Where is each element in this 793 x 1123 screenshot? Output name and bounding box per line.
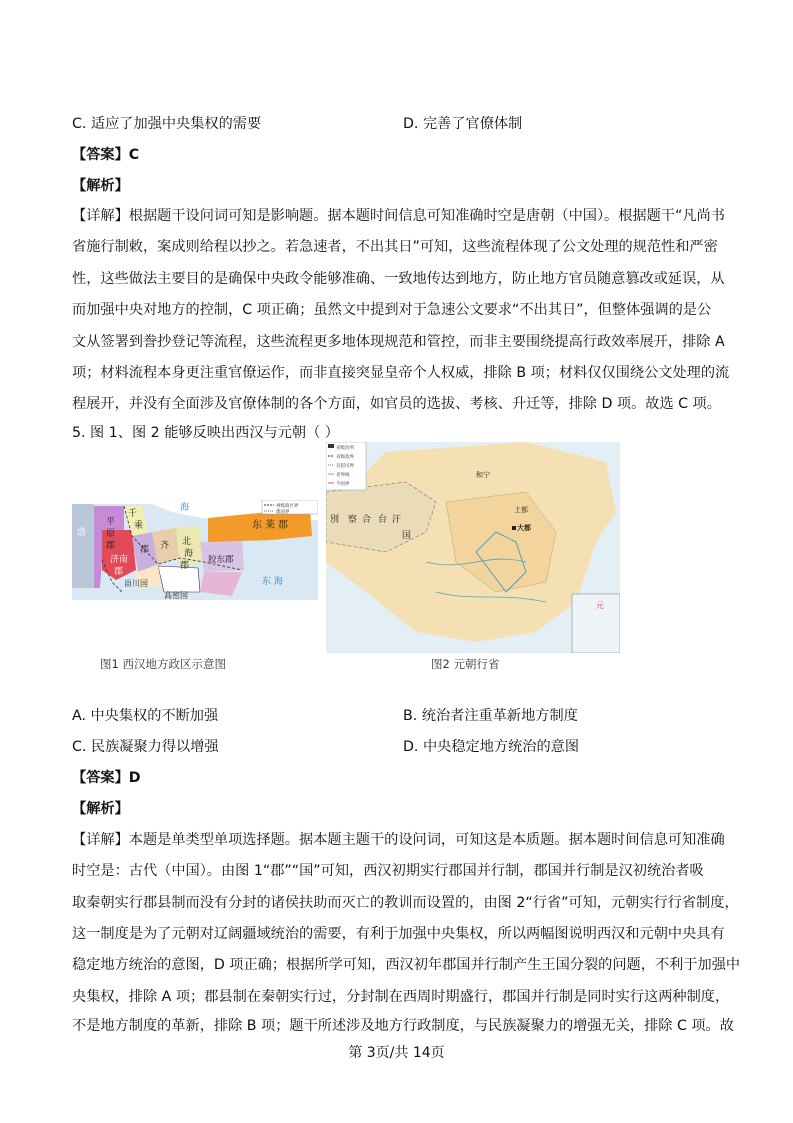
label-jinan: 济南 xyxy=(110,555,129,565)
figure1-map xyxy=(72,500,318,600)
q4-detail-line: 文从签署到誊抄登记等流程，这些流程更多地体现规范和管控，而非主要围绕提高行政效率展开，排除 A xyxy=(72,334,725,350)
label-pingyuan: 平 xyxy=(106,517,116,527)
q5-answer: 【答案】D xyxy=(72,770,141,786)
label-bohai: 渤 xyxy=(77,528,87,538)
region-west xyxy=(72,504,94,588)
label-zichuan: 甾川国 xyxy=(124,579,148,588)
label-beihai-1: 北 xyxy=(182,537,192,547)
figure2-map-svg xyxy=(326,442,620,653)
figure1-legend-item: 郡国界 xyxy=(276,510,290,515)
figure1-caption: 图1 西汉地方政区示意图 xyxy=(100,657,226,671)
figure2-legend-item: 省界线 xyxy=(336,473,350,478)
page-footer: 第 3页/共 14页 xyxy=(348,1045,445,1061)
label-hai: 海 xyxy=(180,503,190,513)
label-jiaodong: 胶东郡 xyxy=(208,555,234,565)
label-han: 汗 xyxy=(392,515,402,525)
q4-detail-line: 【详解】根据题干设问词可知是影响题。据本题时间信息可知准确时空是唐朝（中国）。根据题干“凡尚书 xyxy=(72,208,725,224)
label-beihai-3: 郡 xyxy=(180,561,190,571)
figure1-legend-item: 州级政区界 xyxy=(276,504,299,509)
label-donghai: 东 海 xyxy=(262,577,283,587)
q4-answer: 【答案】C xyxy=(72,147,140,163)
inset-label: 元 xyxy=(596,601,604,610)
label-cha: 察 xyxy=(348,515,358,525)
figure2-caption: 图2 元朝行省 xyxy=(431,657,500,671)
label-cheng: 乘 xyxy=(134,521,144,531)
label-gaomi: 高密国 xyxy=(164,591,188,600)
label-jun-2: 郡 xyxy=(140,545,150,555)
figure2-legend-item: 今国界 xyxy=(336,482,350,487)
label-shangdu: 上都 xyxy=(514,506,528,514)
label-bieshibali: 別 xyxy=(330,515,340,525)
q4-detail-line: 项；材料流程本身更注重官僚运作，而非直接突显皇帝个人权威，排除 B 项；材料仅仅围绕公文处理的流 xyxy=(72,365,730,381)
label-qian: 千 xyxy=(128,509,138,519)
label-tai: 台 xyxy=(378,515,388,525)
q5-analysis-label: 【解析】 xyxy=(72,801,129,817)
q4-detail-line: 而加强中央对地方的控制，C 项正确；虽然文中提到对于急速公文要求“不出其日”，但整体强调的是公 xyxy=(72,302,712,318)
region-gaomi xyxy=(158,566,200,592)
label-beihai-2: 海 xyxy=(184,549,194,559)
label-donglai-jun: 郡 xyxy=(278,520,288,531)
figure2-legend-item: 省级政界 xyxy=(336,455,354,460)
label-qi: 齐 xyxy=(160,541,170,551)
q5-detail-line: 时空是：古代（中国）。由图 1“郡”“国”可知，西汉初期实行郡国并行制，郡国并行制是汉初统治者吸 xyxy=(72,863,704,879)
label-pingyuan-2: 原 xyxy=(106,529,116,539)
label-jinan-jun: 郡 xyxy=(114,567,124,577)
q5-detail-line: 【详解】本题是单类型单项选择题。据本题主题干的设问词，可知这是本质题。据本题时间信息可知准确 xyxy=(72,832,725,848)
q5-option-c: C. 民族凝聚力得以增强 xyxy=(72,739,219,755)
q5-option-a: A. 中央集权的不断加强 xyxy=(72,708,219,724)
q5-option-d: D. 中央稳定地方统治的意图 xyxy=(403,739,580,755)
q5-detail-line: 这一制度是为了元朝对辽阔疆域统治的需要，有利于加强中央集权，所以两幅图说明西汉和元朝中央具有 xyxy=(72,926,725,942)
q4-analysis-label: 【解析】 xyxy=(72,178,129,194)
figure2-legend-item: 省级治所 xyxy=(336,446,354,451)
figure2-map xyxy=(326,442,620,653)
q5-option-b: B. 统治者注重革新地方制度 xyxy=(403,708,578,724)
label-guo: 国 xyxy=(402,531,412,541)
figure1-map-svg xyxy=(72,500,318,600)
figure2-legend-item: 宣慰司界 xyxy=(336,464,354,469)
q5-stem: 5. 图 1、图 2 能够反映出西汉与元朝（ ） xyxy=(72,425,339,441)
q4-detail-line: 程展开，并没有全面涉及官僚体制的各个方面，如官员的选拔、考核、升迁等，排除 D 项。故选 C 项。 xyxy=(72,396,721,412)
q4-detail-line: 省施行制敕，案成则给程以抄之。若急速者，不出其日”可知，这些流程体现了公文处理的规范性和严密 xyxy=(72,239,718,255)
label-jun-1: 郡 xyxy=(106,541,116,551)
q4-detail-line: 性，这些做法主要目的是确保中央政令能够准确、一致地传达到地方，防止地方官员随意篡改或延误，从 xyxy=(72,271,725,287)
q4-option-c: C. 适应了加强中央集权的需要 xyxy=(72,116,262,132)
label-dadu: 大都 xyxy=(517,524,531,532)
label-he: 合 xyxy=(362,515,372,525)
q5-detail-line: 央集权，排除 A 项；郡县制在秦朝实行过，分封制在西周时期盛行，郡国并行制是同时实行这两种制度， xyxy=(72,989,730,1005)
q5-detail-line: 稳定地方统治的意图，D 项正确；根据所学可知，西汉初年郡国并行制产生王国分裂的问题，不利于加强中 xyxy=(72,957,741,973)
q5-detail-line: 不是地方制度的革新，排除 B 项；题干所述涉及地方行政制度，与民族凝聚力的增强无关，排除 C 项。故 xyxy=(72,1018,734,1034)
q5-detail-line: 取秦朝实行郡县制而没有分封的诸侯扶助而灭亡的教训而设置的，由图 2“行省”可知，元朝实行行省制度， xyxy=(72,895,739,911)
label-helin: 和宁 xyxy=(476,471,490,479)
q4-option-d: D. 完善了官僚体制 xyxy=(403,116,523,132)
label-donglai: 东 莱 xyxy=(252,520,276,531)
